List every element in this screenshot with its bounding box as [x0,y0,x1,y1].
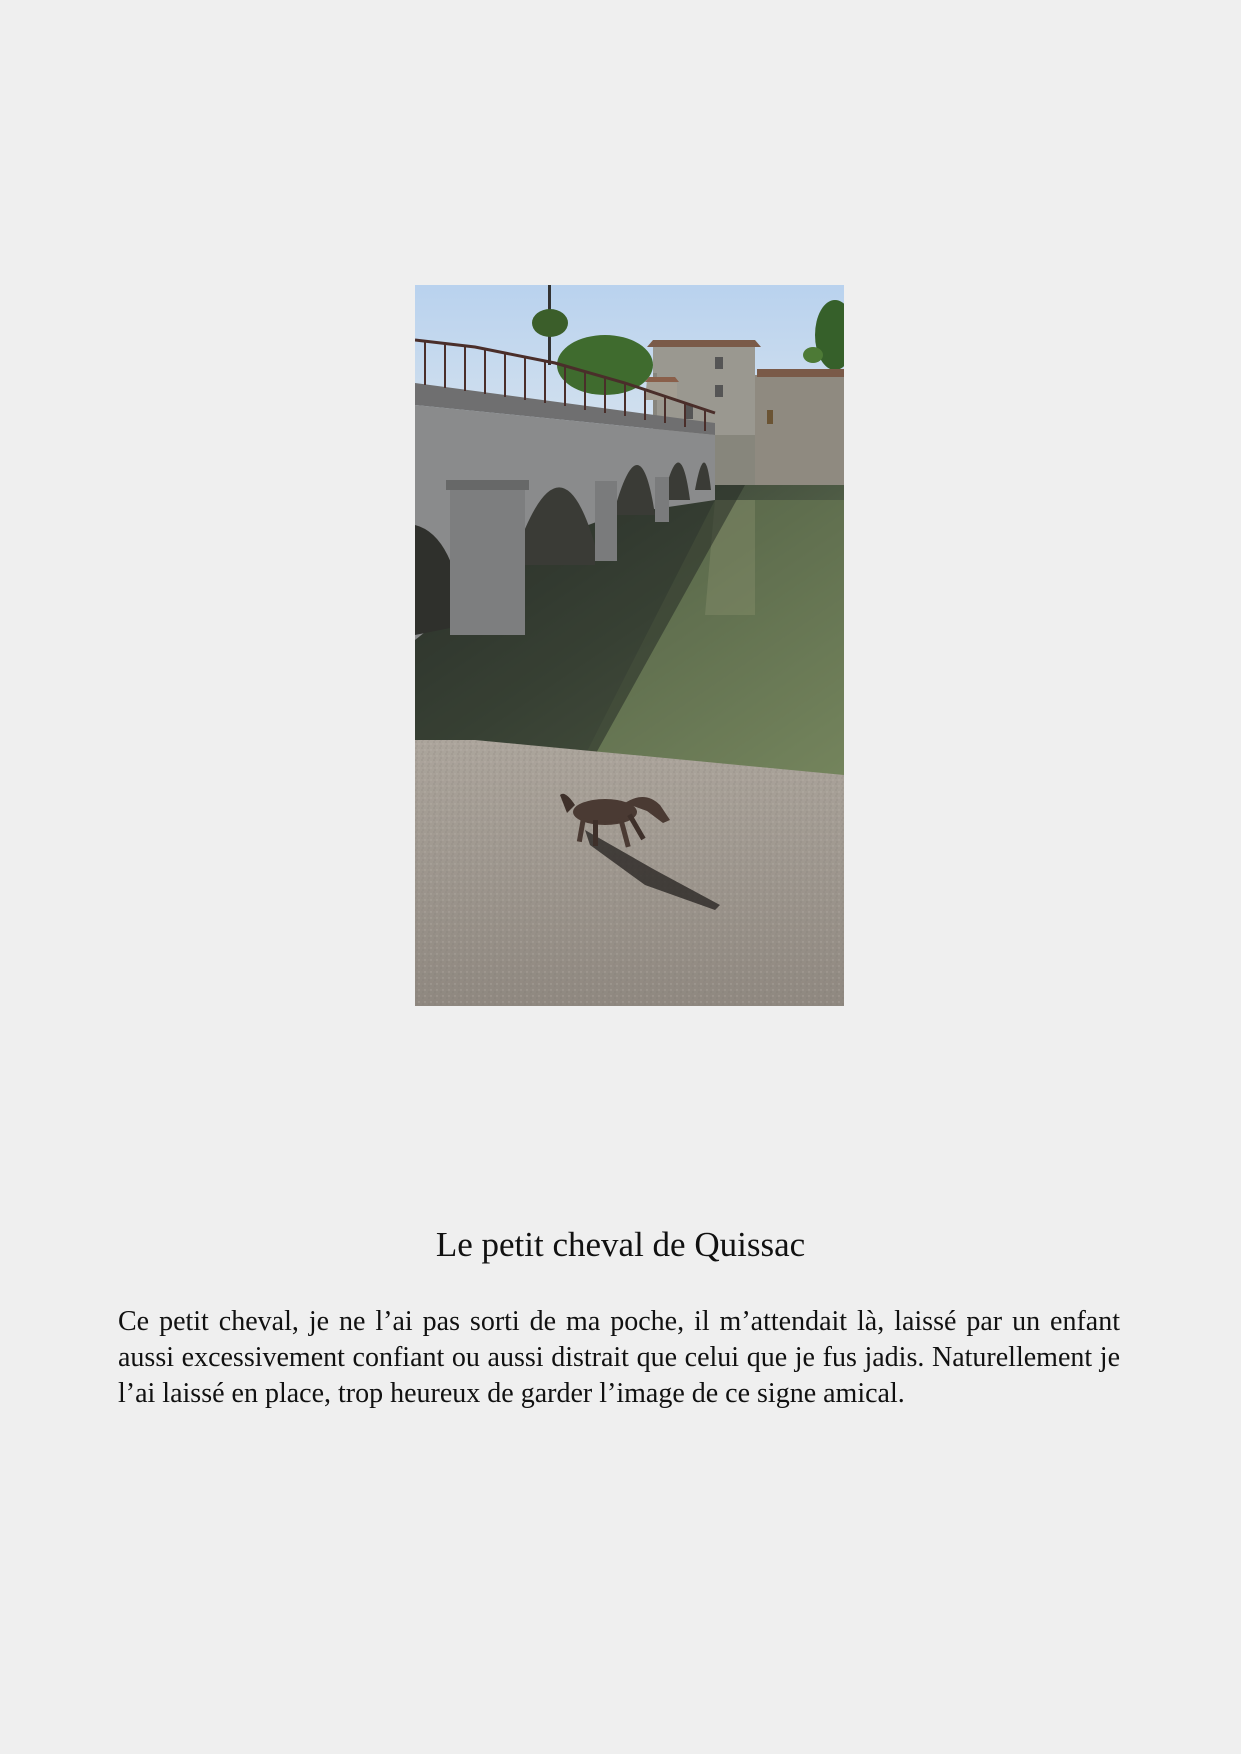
document-title: Le petit cheval de Quissac [435,1225,806,1264]
photo-illustration [415,285,844,1006]
building-right [755,375,844,487]
bridge-pier [450,485,525,635]
body-paragraph: Ce petit cheval, je ne l’ai pas sorti de ma poche, il m’attendait là, laissé par un enfant aussi excessivement confiant ou aussi distrait que celui que je fus jadis. Naturellement je l’ai laissé en place, trop heureux de garder l’image de ce signe amical. [118,1306,1120,1409]
flower-basket [532,309,568,337]
photo-bridge-and-toy-horse [415,285,844,1006]
